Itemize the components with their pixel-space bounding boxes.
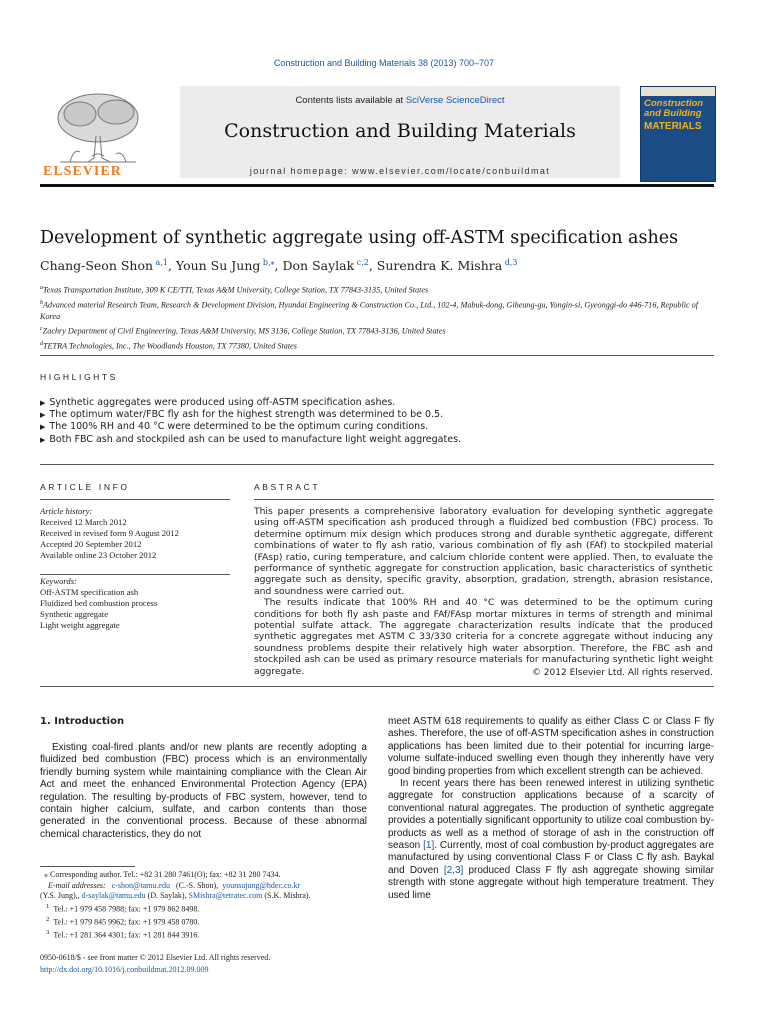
history-item: Received in revised form 9 August 2012 xyxy=(40,528,179,538)
cover-subtitle: MATERIALS xyxy=(644,121,702,132)
abstract-body xyxy=(254,506,713,677)
author-list: Chang-Seon Shon $^{a,1}$, Youn Su Jung $^{b,⁎}$, Don Saylak $^{c,2}$, Surendra K. Mishra $^{d,3}$ xyxy=(40,258,518,274)
doi-link[interactable]: http://dx.doi.org/10.1016/j.conbuildmat.2012.09.009 xyxy=(40,964,209,974)
history-item: Received 12 March 2012 xyxy=(40,517,127,527)
highlight-item: ▶ Synthetic aggregates were produced using off-ASTM specification ashes. xyxy=(40,397,720,409)
footnotes: ⁎ Corresponding author. Tel.: +82 31 280 7461(O); fax: +82 31 280 7434. E-mail addresses: c-shon@tamu.edu (C.-S. Shon), younsujung@hdec.co.kr (Y.S. Jung),, d-saylak@tamu.edu (D. Saylak), SMishra@tetratec.com (S.K. Mishra). $^1$ Tel.: +1 979 458 7988; fax: +1 979 862 8498. $^2$ Tel.: +1 979 845 9962; fax: +1 979 458 0780. $^3$ Tel.: +1 281 364 4301; fax: +1 281 844 3916. xyxy=(40,870,370,942)
corresponding-footnote: ⁎ Corresponding author. Tel.: +82 31 280 7461(O); fax: +82 31 280 7434. xyxy=(40,870,281,879)
article-info-rule xyxy=(40,499,230,500)
affiliation-item: $^a$Texas Transportation Institute, 309 K CE/TTI, Texas A&M University, College Station, TX 77843-3135, United States xyxy=(40,285,429,295)
publisher-name: ELSEVIER xyxy=(43,164,122,179)
highlights-list xyxy=(40,397,720,446)
footnote-item: $^1$ Tel.: +1 979 458 7988; fax: +1 979 862 8498. xyxy=(46,902,200,914)
footnote-rule xyxy=(40,866,135,867)
author-name[interactable]: Surendra K. Mishra xyxy=(376,258,503,274)
abstract-paragraph: The results indicate that 100% RH and 40 °C was determined to be the optimum curing conditions for both fly ash paste and FAf/FAsp mortar mixtures in terms of strength and minimal potential sulfate attack. The aggregate characterization results indicate that the produced synthetic aggregates met ASTM C 33/330 criteria for a concrete aggregate without inducing any soundness problems despite their relatively high water absorption. Therefore, the FBC ash and stockpiled ash can be used as primary resource materials for manufacturing synthetic light weight aggregate. xyxy=(254,597,713,677)
affiliation-list xyxy=(40,282,720,353)
journal-citation[interactable]: Construction and Building Materials 38 (2013) 700–707 xyxy=(273,58,495,68)
email-link[interactable]: younsujung@hdec.co.kr xyxy=(222,880,301,890)
highlight-item: ▶ The 100% RH and 40 °C were determined to be the optimum curing conditions. xyxy=(40,421,720,433)
keyword-item: Off-ASTM specification ash xyxy=(40,587,139,597)
cover-title: Construction and Building xyxy=(644,98,704,119)
footnote-item: $^3$ Tel.: +1 281 364 4301; fax: +1 281 844 3916. xyxy=(46,929,200,940)
reference-link[interactable]: [1] xyxy=(423,840,435,852)
contents-line xyxy=(180,95,620,106)
history-item: Available online 23 October 2012 xyxy=(40,550,157,560)
article-info-heading: ARTICLE INFO xyxy=(40,482,130,492)
email-footnote: E-mail addresses: c-shon@tamu.edu (C.-S. Shon), younsujung@hdec.co.kr xyxy=(48,880,301,890)
body-column-left: Existing coal-fired plants and/or new plants are recently adopting a fluidized bed combustion (FBC) process which is an environmentally friendly burning system while maintaining compliance with the Clean Air Act and meet the enhanced Environmental Protection Agency (EPA) regulation. The resulting by-products of FBC system, however, tend to contain higher calcium, sulfate, and carbon contents than those generated in the conventional process. Because of these abnormal chemical characteristics, they do not xyxy=(40,742,367,840)
sciencedirect-link[interactable]: SciVerse ScienceDirect xyxy=(405,95,505,106)
body-paragraph: meet ASTM 618 requirements to qualify as either Class C or Class F fly ashes. Therefore, the use of off-ASTM specification ashes in construction applications has been limited due to their potential for incurring large-volume sulfate-induced swelling even though they inherently have very good binding properties from which excellent strength can be achieved. xyxy=(388,716,714,777)
keywords xyxy=(40,576,240,631)
email-link[interactable]: c-shon@tamu.edu xyxy=(111,880,170,890)
journal-cover-image xyxy=(640,86,716,182)
keyword-item: Light weight aggregate xyxy=(40,620,120,630)
author-name[interactable]: Chang-Seon Shon xyxy=(40,258,154,274)
keywords-label: Keywords: xyxy=(40,576,77,586)
email-link[interactable]: d-saylak@tamu.edu xyxy=(81,891,146,901)
history-item: Accepted 20 September 2012 xyxy=(40,539,142,549)
journal-title: Construction and Building Materials xyxy=(224,120,576,142)
journal-homepage[interactable]: journal homepage: www.elsevier.com/locate/conbuildmat xyxy=(249,166,551,176)
keyword-item: Fluidized bed combustion process xyxy=(40,598,158,608)
body-column-right xyxy=(388,716,714,902)
author-affiliation-mark[interactable]: a,1 xyxy=(155,258,168,267)
section-divider xyxy=(40,686,714,687)
header-rule xyxy=(40,184,714,187)
article-history xyxy=(40,506,240,561)
issn-line: 0950-0618/$ - see front matter © 2012 Elsevier Ltd. All rights reserved. xyxy=(40,953,271,962)
affiliation-item: $^b$Advanced material Research Team, Research & Development Division, Hyundai Engineering & Construction Co., Ltd., 102-4, Mabuk-dong, Giheung-gu, Yongin-si, Gyeonggi-do 446-716, Republic of Korea xyxy=(40,299,699,322)
abstract-rule xyxy=(254,499,714,500)
highlight-item: ▶ The optimum water/FBC fly ash for the highest strength was determined to be 0.5. xyxy=(40,409,720,421)
footnote-item: $^2$ Tel.: +1 979 845 9962; fax: +1 979 458 0780. xyxy=(46,916,200,927)
history-label: Article history: xyxy=(40,506,93,516)
abstract-paragraph: This paper presents a comprehensive laboratory evaluation for developing synthetic aggregate using off-ASTM specification ash produced through a fluidized bed combustion (FBC) process. To determine optimum mix design which produces strong and durable synthetic aggregate, different combinations of water to fly ash ratio, various combination of fly ash (FAf) to stockpiled material (FAsp) ratio, curing temperature, and calcium chloride content were applied. Then, to evaluate the performance of synthetic aggregate for construction application, basic characteristics of synthetic aggregate such as density, specific gravity, absorption, gradation, strength, abrasion resistance, and soundness were carried out. xyxy=(254,506,713,597)
affiliation-item: $^c$Zachry Department of Civil Engineering, Texas A&M University, MS 3136, College Station, TX 77843-3136, United States xyxy=(40,326,446,337)
section-divider xyxy=(40,464,714,465)
author-affiliation-mark[interactable]: d,3 xyxy=(504,258,518,267)
section-divider xyxy=(40,355,714,356)
author-name[interactable]: Youn Su Jung xyxy=(175,258,261,274)
email-link[interactable]: SMishra@tetratec.com xyxy=(188,891,263,901)
author-affiliation-mark[interactable]: c,2 xyxy=(356,258,369,267)
keyword-item: Synthetic aggregate xyxy=(40,609,109,619)
cover-top-bar xyxy=(641,87,715,96)
highlights-heading: HIGHLIGHTS xyxy=(40,372,118,382)
front-matter xyxy=(40,952,370,975)
section-heading: 1. Introduction xyxy=(40,716,125,727)
contents-prefix: Contents lists available at xyxy=(295,95,406,106)
abstract-copyright: © 2012 Elsevier Ltd. All rights reserved. xyxy=(531,668,713,678)
paper-title: Development of synthetic aggregate using off-ASTM specification ashes xyxy=(40,228,679,248)
body-paragraph: In recent years there has been renewed interest in utilizing synthetic aggregate for construction applications because of a scarcity of conventional natural aggregates. The production of synthetic aggregate provides a potentially significant opportunity to utilize coal combustion by-products as well as a method of storage of ash in the construction off season [1]. Currently, most of coal combustion by-product aggregates are manufactured by using conventional Class F or Class C fly ash. Baykal and Doven [2,3] produced Class F fly ash aggregate showing similar strength with stone aggregate without high temperature treatment. They used lime xyxy=(388,778,714,901)
author-name[interactable]: Don Saylak xyxy=(282,258,355,274)
affiliation-item: $^d$TETRA Technologies, Inc., The Woodlands Houston, TX 77380, United States xyxy=(40,341,297,351)
highlight-item: ▶ Both FBC ash and stockpiled ash can be used to manufacture light weight aggregates. xyxy=(40,434,720,446)
author-affiliation-mark[interactable]: b,⁎ xyxy=(262,258,275,267)
abstract-heading: ABSTRACT xyxy=(254,482,321,492)
keywords-rule xyxy=(40,574,230,575)
reference-link[interactable]: [2,3] xyxy=(443,864,464,876)
